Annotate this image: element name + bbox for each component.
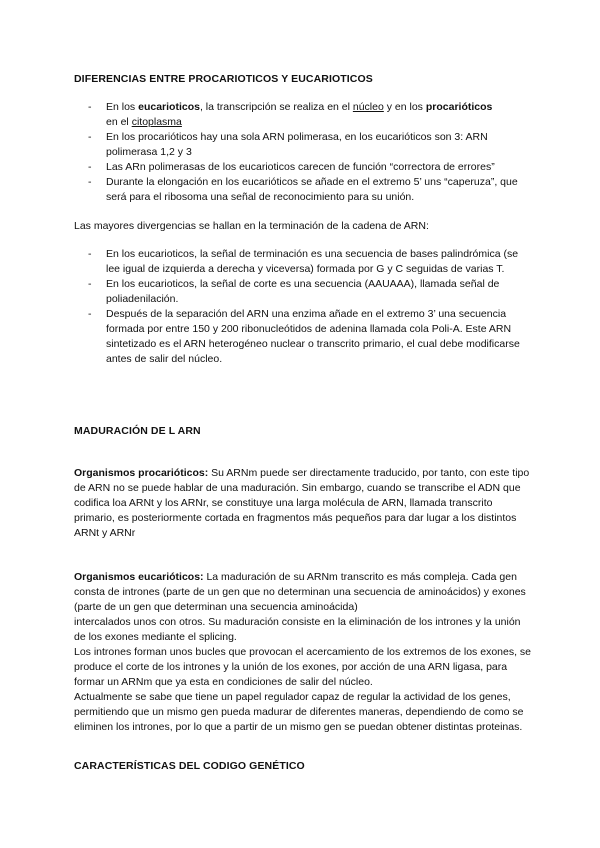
- procariotas-label: Organismos procarióticos:: [74, 467, 209, 479]
- eucariotas-text-3: Los intrones forman unos bucles que provocan el acercamiento de los extremos de los exones, se produce el corte de los intrones y la unión de los exones, por acción de una ARN ligasa, para formar un ARNm que ya esta en condiciones de salir del núcleo.: [74, 646, 532, 688]
- list-item: - Durante la elongación en los eucarióticos se añade en el extremo 5’ uns “caperuza”, que será para el ribosoma una señal de reconocimiento para su unión.: [74, 175, 534, 205]
- list-item: - En los procarióticos hay una sola ARN polimerasa, en los eucarióticos son 3: ARN polimerasa 1,2 y 3: [74, 130, 534, 160]
- paragraph-procariotas: [74, 466, 534, 541]
- divergencias-intro: Las mayores divergencias se hallan en la terminación de la cadena de ARN:: [74, 220, 429, 232]
- item-text: , la transcripción se realiza en el: [199, 101, 353, 113]
- item-text: En los: [106, 101, 139, 113]
- list-item: - Después de la separación del ARN una enzima añade en el extremo 3’ una secuencia formada por entre 150 y 200 ribonucleótidos de adenina llamada cola Poli-A. Este ARN sintetizado es el ARN heterogéneo nuclear o transcrito primario, el cual debe modificarse antes de salir del núcleo.: [74, 307, 534, 367]
- heading-diferencias: DIFERENCIAS ENTRE PROCARIOTICOS Y EUCARIOTICOS: [74, 73, 373, 85]
- procariotas-text: Su ARNm puede ser directamente traducido, por tanto, con este tipo de ARN no se puede hablar de una maduración. Sin embargo, cuando se transcribe el ADN que codifica loa ARNt y los ARNr, se constituye una larga molécula de ARN, llamada transcrito primario, es posteriormente cortada en fragmentos más pequeños para dar lugar a los distintos ARNt y ARNr: [74, 467, 530, 539]
- heading-maduracion: MADURACIÓN DE L ARN: [74, 425, 201, 437]
- eucariotas-text-2: intercalados unos con otros. Su maduración consiste en la eliminación de los intrones y la unión de los exones mediante el splicing.: [74, 616, 521, 643]
- item-text: en el: [106, 116, 132, 128]
- eucariotas-label: Organismos eucarióticos:: [74, 571, 204, 583]
- list-item: [74, 100, 534, 130]
- heading-codigo-genetico: CARACTERÍSTICAS DEL CODIGO GENÉTICO: [74, 760, 305, 772]
- list-item: - En los eucarioticos, la señal de corte es una secuencia (AAUAAA), llamada señal de poliadenilación.: [74, 277, 534, 307]
- item-underlined: citoplasma: [131, 116, 182, 128]
- item-text: y en los: [383, 101, 426, 113]
- divergencias-list: [74, 247, 534, 367]
- paragraph-eucariotas: [74, 570, 534, 735]
- item-bold: procarióticos: [425, 101, 493, 113]
- diferencias-list: [74, 100, 534, 205]
- list-item: - Las ARn polimerasas de los eucarioticos carecen de función “correctora de errores”: [74, 160, 534, 175]
- eucariotas-text-1: La maduración de su ARNm transcrito es más compleja. Cada gen consta de intrones (parte de un gen que no determinan una secuencia de aminoácidos) y exones (parte de un gen que determinan una secuencia aminoácida): [74, 571, 526, 613]
- item-bold: eucarioticos: [138, 101, 200, 113]
- list-item: - En los eucarioticos, la señal de terminación es una secuencia de bases palindrómica (se lee igual de izquierda a derecha y viceversa) formada por G y C seguidas de varias T.: [74, 247, 534, 277]
- item-underlined: núcleo: [352, 101, 384, 113]
- eucariotas-text-4: Actualmente se sabe que tiene un papel regulador capaz de regular la actividad de los genes, permitiendo que un mismo gen pueda madurar de diferentes maneras, dependiendo de como se eliminen los intrones, por lo que a partir de un mismo gen se puedan obtener distintas proteinas.: [74, 691, 524, 733]
